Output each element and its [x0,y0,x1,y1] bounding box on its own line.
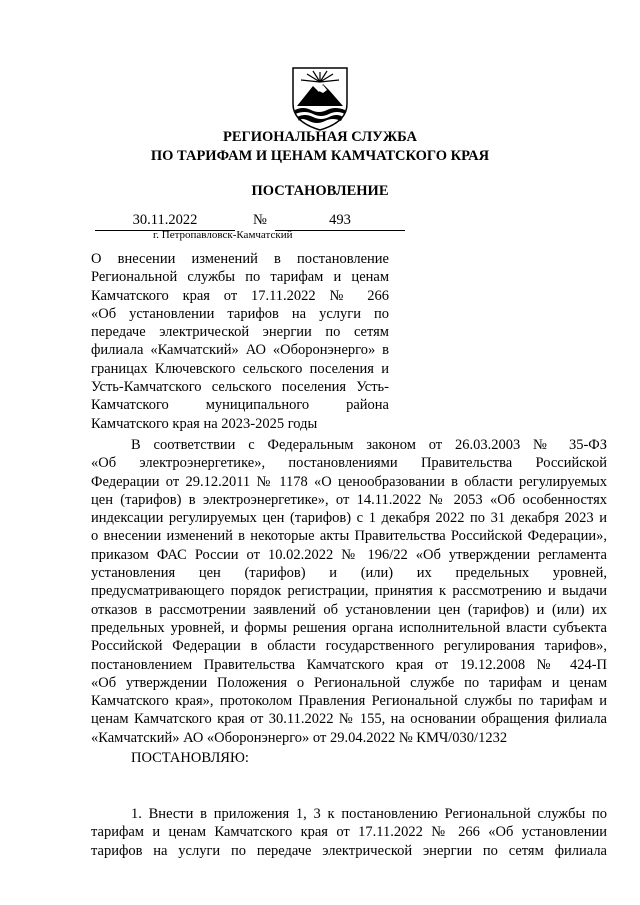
preamble-line: предельных уровней, и формы решения органа исполнительной власти субъекта [91,619,607,636]
kamchatka-coat-of-arms-icon [283,60,357,134]
org-line-2: ПО ТАРИФАМ И ЦЕНАМ КАМЧАТСКОГО КРАЯ [150,148,490,164]
preamble-line: Российской Федерации в области государственного регулирования тарифов», [91,638,607,655]
preamble-paragraph [91,436,607,747]
preamble-line: индексации регулируемых цен (тарифов) с 1 декабря 2022 по 31 декабря 2023 и [91,510,607,527]
subject-line: «Об установлении тарифов на услуги по [91,305,389,322]
subject-line: филиала «Камчатский» АО «Оборонэнерго» в [91,342,389,359]
preamble-line: ценам Камчатского края от 30.11.2022 № 155, на основании обращения филиала [91,711,607,728]
resolve-heading: ПОСТАНОВЛЯЮ: [131,750,249,766]
subject-line: границах Ключевского сельского поселения и [91,360,389,377]
preamble-line: Камчатского края», протоколом Правления Региональной службы по тарифам и [91,693,607,710]
subject-line: О внесении изменений в постановление [91,251,389,267]
subject-line: Региональной службы по тарифам и ценам [91,269,389,286]
subject-line: Камчатского края на 2023-2025 годы [91,415,318,432]
preamble-line: установления цен (тарифов) и (или) их предельных уровней, [91,565,607,582]
document-subject [91,250,389,433]
preamble-line: приказом ФАС России от 10.02.2022 № 196/22 «Об утверждении регламента [91,546,607,563]
preamble-line: «Об электроэнергетике», постановлениями Правительства Российской [91,455,607,472]
preamble-line: «Об утверждении Положения о Региональной службе по тарифам и ценам [91,674,607,691]
preamble-line: о внесении изменений в некоторые акты Правительства Российской Федерации», [91,528,607,545]
preamble-line: предусматривающего порядок регистрации, принятия к рассмотрению и выдачи [91,583,607,600]
preamble-line: В соответствии с Федеральным законом от 26.03.2003 № 35-ФЗ [131,437,607,453]
preamble-line: цен (тарифов) в электроэнергетике», от 14.11.2022 № 2053 «Об особенностях [91,491,607,508]
org-line-1: РЕГИОНАЛЬНАЯ СЛУЖБА [222,129,418,145]
resolve-paragraph [91,749,607,767]
organization-name [0,128,640,166]
subject-line: передаче электрической энергии по сетям [91,324,389,341]
document-date: 30.11.2022 [95,212,235,231]
subject-line: Камчатского муниципального района [91,397,389,414]
preamble-line: «Камчатский» АО «Оборонэнерго» от 29.04.2022 № КМЧ/030/1232 [91,729,508,746]
subject-line: Усть-Камчатского сельского поселения Усть- [91,379,389,396]
item-1-line: 1. Внести в приложения 1, 3 к постановлению Региональной службы по [131,806,607,822]
item-1-paragraph [91,805,607,860]
preamble-line: постановлением Правительства Камчатского края от 19.12.2008 № 424-П [91,656,607,673]
preamble-line: отказов в рассмотрении заявлений об установлении цен (тарифов) и (или) их [91,601,607,618]
item-1-line: тарифов на услуги по передаче электрической энергии по сетям филиала [91,842,607,859]
preamble-line: Федерации от 29.12.2011 № 1178 «О ценообразовании в области регулируемых [91,473,607,490]
document-number: 493 [275,212,405,231]
document-type: ПОСТАНОВЛЕНИЕ [251,183,389,199]
number-sign: № [253,212,267,228]
item-1-line: тарифам и ценам Камчатского края от 17.11.2022 № 266 «Об установлении [91,824,607,841]
city-name: г. Петропавловск-Камчатский [153,229,293,241]
subject-line: Камчатского края от 17.11.2022 № 266 [91,287,389,304]
